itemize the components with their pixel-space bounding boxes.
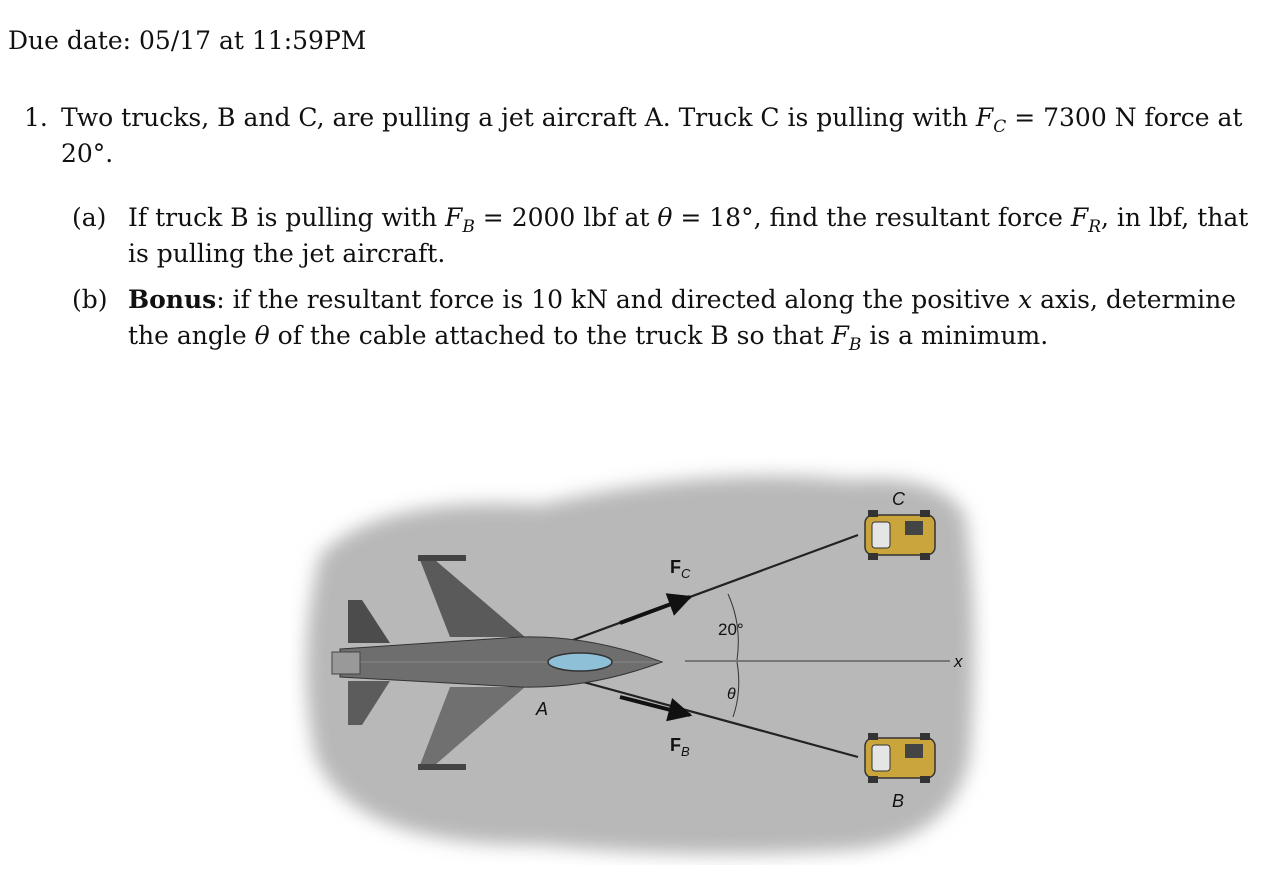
part-b-text xyxy=(128,282,1262,354)
angle-theta-label: θ xyxy=(727,686,736,703)
part-a-t4: , in lbf, that is pulling the jet aircraft. xyxy=(128,203,1249,268)
part-a-fb-sub: B xyxy=(462,217,475,237)
part-b-label: (b) xyxy=(72,285,108,314)
aircraft-figure xyxy=(290,455,990,865)
part-a-t2: = 2000 lbf at xyxy=(474,203,658,232)
part-a-fb-symbol: F xyxy=(445,203,463,232)
problem-1 xyxy=(24,100,1264,172)
force-c-label: $F_C$ xyxy=(670,557,691,581)
truck-b-label: B xyxy=(892,791,905,811)
part-a-theta: θ xyxy=(657,203,673,232)
part-b-fb-symbol: F xyxy=(831,321,849,350)
force-b-label: $F_B$ xyxy=(670,735,690,759)
part-b-x: x xyxy=(1018,285,1033,314)
statement-text: Two trucks, B and C, are pulling a jet aircraft A. Truck C is pulling with xyxy=(61,103,976,132)
part-b-theta: θ xyxy=(254,321,270,350)
angle-20-label: 20° xyxy=(718,620,744,639)
part-b-t2: axis, determine the angle xyxy=(128,285,1237,350)
figure-svg xyxy=(290,455,990,865)
fc-subscript: C xyxy=(993,117,1007,137)
part-b xyxy=(72,282,1262,354)
part-a-t3: = 18°, find the resultant force xyxy=(672,203,1071,232)
part-b-fb-sub: B xyxy=(848,335,862,355)
part-a-fr-sub: R xyxy=(1088,217,1101,237)
x-axis-label: x xyxy=(954,652,963,671)
part-a-label: (a) xyxy=(72,203,107,232)
cockpit-canopy xyxy=(548,653,612,671)
aircraft-label-a: A xyxy=(536,699,549,719)
problem-number: 1. xyxy=(24,103,48,132)
problem-parts xyxy=(72,200,1262,364)
part-a-text xyxy=(128,200,1262,272)
fc-value: = 7300 N force at 20°. xyxy=(61,103,1243,168)
part-a-t1: If truck B is pulling with xyxy=(128,203,445,232)
bonus-label: Bonus xyxy=(128,285,217,314)
part-a-fr-symbol: F xyxy=(1070,203,1089,232)
fc-symbol: F xyxy=(975,103,994,132)
truck-b xyxy=(865,733,935,783)
truck-c-label: C xyxy=(892,489,905,509)
part-a xyxy=(72,200,1262,272)
part-b-t4: is a minimum. xyxy=(861,321,1049,350)
problem-statement xyxy=(61,100,1264,172)
part-b-t3: of the cable attached to the truck B so that xyxy=(269,321,832,350)
truck-c xyxy=(865,510,935,560)
due-date: Due date: 05/17 at 11:59PM xyxy=(8,26,367,55)
part-b-t1: : if the resultant force is 10 kN and directed along the positive xyxy=(216,285,1019,314)
